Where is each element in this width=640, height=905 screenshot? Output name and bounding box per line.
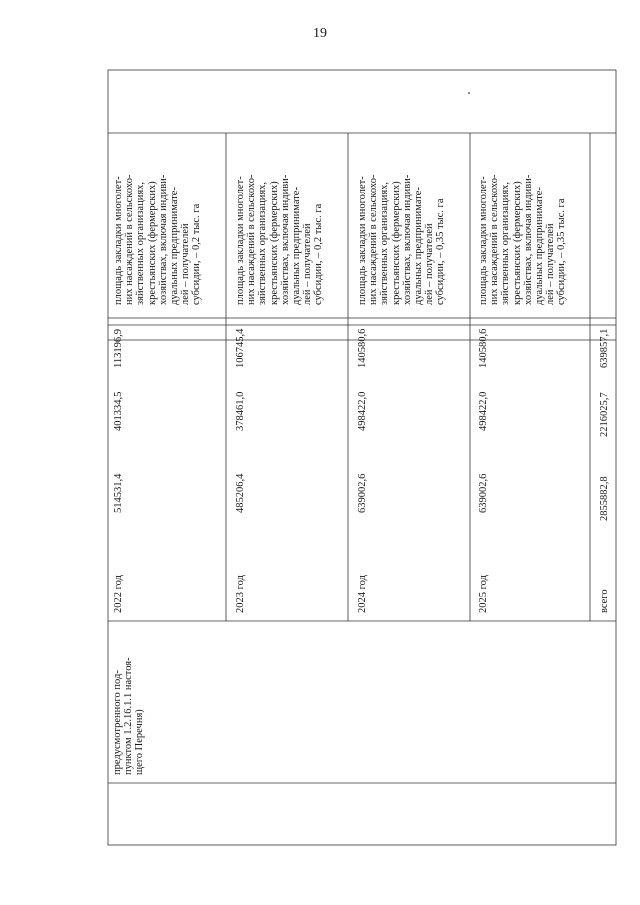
value-1-2025: 639002,6 (478, 473, 489, 513)
description-2024: площадь закладки многолет- них насаждений в сельскохо- зяйственных организациях, крестьянских (фермерских) хозяйствах, включая индиви- дуальных предпринимате- лей – получателей субсидии, – 0,35 тыс. га (357, 174, 447, 305)
value-2-2024: 498422,0 (357, 391, 368, 431)
year-2023: 2023 год (235, 575, 246, 613)
scan-dot (468, 92, 470, 94)
year-2024: 2024 год (357, 575, 368, 613)
value-3-2023: 106745,4 (235, 328, 246, 368)
value-2-2023: 378461,0 (235, 391, 246, 431)
left-cell-line: щего Перечня) (134, 709, 146, 775)
description-2022: площадь закладки многолет- них насаждений в сельскохо- зяйственных организациях, крестьянских (фермерских) хозяйствах, включая индиви- дуальных предпринимате- лей – получателей субсидии, – 0,2 тыс. га (113, 174, 203, 305)
total-label: всего (599, 589, 610, 613)
left-cell-text (112, 657, 146, 775)
page-number: 19 (313, 26, 327, 41)
value-2-2025: 498422,0 (478, 391, 489, 431)
value-3-2022: 113196,9 (113, 329, 124, 368)
total-value-2: 2216025,7 (599, 392, 610, 437)
year-2025: 2025 год (478, 575, 489, 613)
description-2023: площадь закладки многолет- них насаждений в сельскохо- зяйственных организациях, крестьянских (фермерских) хозяйствах, включая индиви- дуальных предпринимате- лей – получателей субсидии, – 0,2 тыс. га (235, 174, 325, 305)
value-1-2022: 514531,4 (113, 473, 124, 513)
total-value-3: 639857,1 (599, 328, 610, 368)
value-3-2025: 140580,6 (478, 328, 489, 368)
value-2-2022: 401334,5 (113, 391, 124, 431)
description-2025: площадь закладки многолет- них насаждений в сельскохо- зяйственных организациях, крестьянских (фермерских) хозяйствах, включая индиви- дуальных предпринимате- лей – получателей субсидии, – 0,35 тыс. га (478, 174, 568, 305)
value-1-2023: 485206,4 (235, 473, 246, 513)
total-value-1: 2855882,8 (599, 476, 610, 521)
left-cell-line: пунктом 1.2.16.1.1 настоя- (123, 657, 135, 775)
value-1-2024: 639002,6 (357, 473, 368, 513)
left-cell-line: предусмотренного под- (112, 670, 123, 775)
value-3-2024: 140580,6 (357, 328, 368, 368)
year-2022: 2022 год (113, 575, 124, 613)
